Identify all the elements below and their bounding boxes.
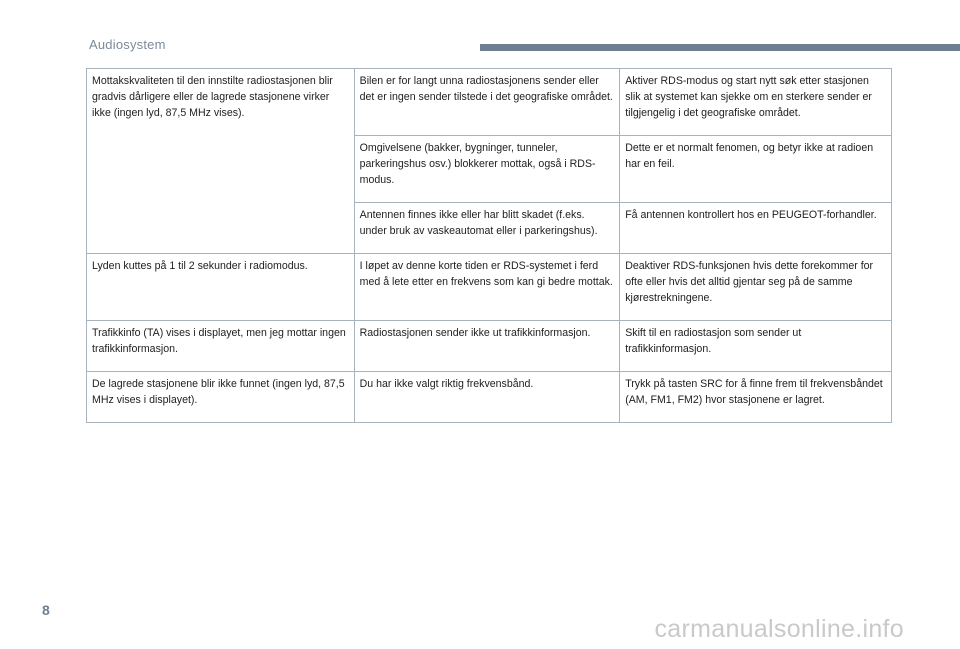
troubleshooting-table	[86, 68, 892, 423]
problem-text: Lyden kuttes på 1 til 2 sekunder i radiomodus.	[92, 260, 308, 272]
problem-cell	[87, 69, 355, 254]
cause-cell	[354, 321, 620, 372]
solution-cell	[620, 203, 892, 254]
header-bar	[480, 44, 960, 51]
solution-text: Få antennen kontrollert hos en PEUGEOT-forhandler.	[625, 209, 877, 221]
solution-cell	[620, 69, 892, 136]
cause-text: Omgivelsene (bakker, bygninger, tunneler, parkeringshus osv.) blokkerer mottak, også i RDS-modus.	[359, 142, 596, 186]
cause-text: Du har ikke valgt riktig frekvensbånd.	[359, 378, 534, 390]
table-row	[87, 69, 892, 136]
cause-text: Radiostasjonen sender ikke ut trafikkinformasjon.	[359, 327, 591, 339]
solution-cell	[620, 372, 892, 423]
problem-text: De lagrede stasjonene blir ikke funnet (ingen lyd, 87,5 MHz vises i displayet).	[92, 378, 345, 406]
cause-cell	[354, 69, 620, 136]
problem-text: Mottakskvaliteten til den innstilte radiostasjonen blir gradvis dårligere eller de lagrede stasjonene virker ikke (ingen lyd, 87,5 MHz vises).	[92, 75, 333, 119]
solution-cell	[620, 321, 892, 372]
cause-cell	[354, 254, 620, 321]
solution-text: Deaktiver RDS-funksjonen hvis dette forekommer for ofte eller hvis det alltid gjentar seg på de samme kjørestrekningene.	[625, 260, 874, 304]
cause-cell	[354, 203, 620, 254]
problem-cell	[87, 321, 355, 372]
cause-cell	[354, 372, 620, 423]
solution-cell	[620, 254, 892, 321]
solution-text: Aktiver RDS-modus og start nytt søk etter stasjonen slik at systemet kan sjekke om en sterkere sender er tilgjengelig i det geografiske området.	[625, 75, 872, 119]
solution-text: Dette er et normalt fenomen, og betyr ikke at radioen har en feil.	[625, 142, 874, 170]
problem-cell	[87, 254, 355, 321]
section-title: Audiosystem	[89, 37, 166, 52]
cause-text: Bilen er for langt unna radiostasjonens sender eller det er ingen sender tilstede i det geografiske området.	[359, 75, 613, 103]
cause-text: I løpet av denne korte tiden er RDS-systemet i ferd med å lete etter en frekvens som kan gi bedre mottak.	[359, 260, 613, 288]
solution-text: Skift til en radiostasjon som sender ut trafikkinformasjon.	[625, 327, 802, 355]
cause-cell	[354, 136, 620, 203]
problem-text: Trafikkinfo (TA) vises i displayet, men jeg mottar ingen trafikkinformasjon.	[92, 327, 346, 355]
solution-cell	[620, 136, 892, 203]
page-number: 8	[42, 602, 50, 618]
solution-text: Trykk på tasten SRC for å finne frem til frekvensbåndet (AM, FM1, FM2) hvor stasjonene er lagret.	[625, 378, 883, 406]
table-row	[87, 321, 892, 372]
table-row	[87, 372, 892, 423]
watermark: carmanualsonline.info	[654, 615, 904, 643]
problem-cell	[87, 372, 355, 423]
table-row	[87, 254, 892, 321]
cause-text: Antennen finnes ikke eller har blitt skadet (f.eks. under bruk av vaskeautomat eller i parkeringshus).	[359, 209, 598, 237]
